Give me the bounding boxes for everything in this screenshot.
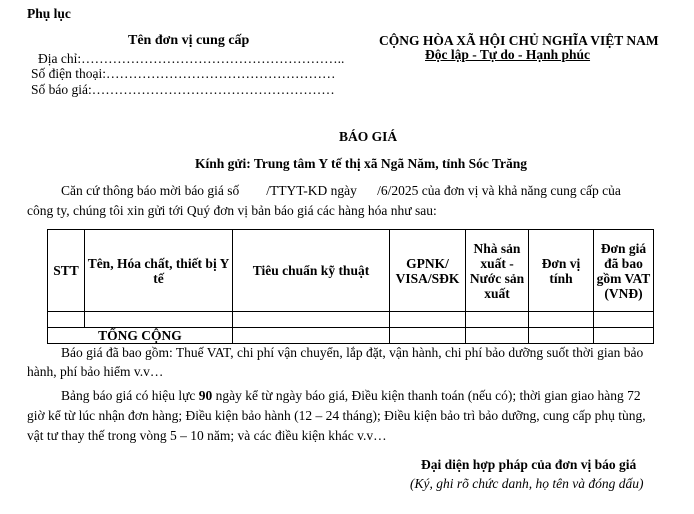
header-item-name: Tên, Hóa chất, thiết bị Y tế	[85, 230, 233, 312]
total-unit-price	[594, 328, 654, 344]
cell-stt	[48, 312, 85, 328]
recipient-line: Kính gửi: Trung tâm Y tế thị xã Ngã Năm, tỉnh Sóc Trăng	[195, 156, 528, 171]
national-motto: Độc lập - Tự do - Hạnh phúc	[425, 47, 591, 62]
included-note-line-2: hành, phí bảo hiểm v.v…	[27, 364, 164, 379]
validity-note-line-3: vật tư thay thế trong vòng 5 – 10 năm; và các điều kiện khác v.v…	[27, 428, 387, 443]
cell-manufacturer	[466, 312, 529, 328]
total-license	[390, 328, 466, 344]
supplier-address: Địa chỉ:…………………………………………………..	[38, 51, 345, 66]
validity-post: ngày kể từ ngày báo giá, Điều kiện thanh toán (nếu có); thời gian giao hàng 72	[212, 388, 641, 403]
header-unit: Đơn vị tính	[529, 230, 594, 312]
total-unit	[529, 328, 594, 344]
header-unit-price: Đơn giá đã bao gồm VAT (VNĐ)	[594, 230, 654, 312]
national-title: CỘNG HÒA XÃ HỘI CHỦ NGHĨA VIỆT NAM	[379, 33, 659, 48]
quote-table	[47, 229, 654, 344]
cell-technical-standard	[233, 312, 390, 328]
table-total-row	[48, 328, 654, 344]
validity-days: 90	[198, 388, 213, 403]
intro-line-2: công ty, chúng tôi xin gửi tới Quý đơn vị bản báo giá các hàng hóa như sau:	[27, 203, 437, 218]
supplier-title: Tên đơn vị cung cấp	[128, 33, 250, 48]
cell-license	[390, 312, 466, 328]
supplier-phone: Số điện thoại:……………………………………………	[31, 66, 336, 81]
signature-instruction: (Ký, ghi rõ chức danh, họ tên và đóng dấu)	[410, 476, 644, 491]
total-label: TỔNG CỘNG	[48, 328, 233, 344]
total-manufacturer	[466, 328, 529, 344]
total-technical-standard	[233, 328, 390, 344]
header-license: GPNK/ VISA/SĐK	[390, 230, 466, 312]
signature-title: Đại diện hợp pháp của đơn vị báo giá	[421, 457, 637, 472]
appendix-label: Phụ lục	[27, 6, 71, 21]
table-row	[48, 312, 654, 328]
cell-item-name	[85, 312, 233, 328]
supplier-quote-number: Số báo giá:………………………………………………	[31, 82, 335, 97]
intro-line-1: Căn cứ thông báo mời báo giá số /TTYT-KD ngày /6/2025 của đơn vị và khả năng cung cấp của	[61, 183, 621, 198]
cell-unit-price	[594, 312, 654, 328]
table-header-row	[48, 230, 654, 312]
header-manufacturer: Nhà sản xuất - Nước sản xuất	[466, 230, 529, 312]
included-note-line-1: Báo giá đã bao gồm: Thuế VAT, chi phí vận chuyển, lắp đặt, vận hành, chi phí bảo dưỡng suốt thời gian bảo	[61, 345, 644, 360]
document-title: BÁO GIÁ	[339, 129, 398, 144]
cell-unit	[529, 312, 594, 328]
validity-note-line-2: giờ kể từ lúc nhận đơn hàng; Điều kiện bảo hành (12 – 24 tháng); Điều kiện bảo trì bảo dưỡng, cung cấp phụ tùng,	[27, 408, 646, 423]
validity-pre: Bảng báo giá có hiệu lực	[61, 388, 199, 403]
header-stt: STT	[48, 230, 85, 312]
header-technical-standard: Tiêu chuẩn kỹ thuật	[233, 230, 390, 312]
validity-note-line-1	[61, 388, 641, 404]
